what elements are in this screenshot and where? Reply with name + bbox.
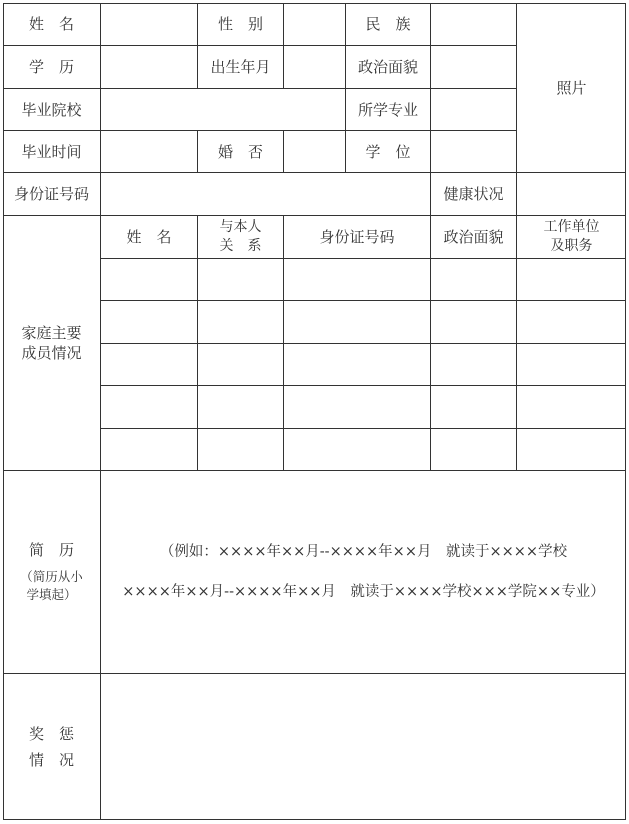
school-label: 毕业院校 [21, 100, 82, 119]
resume-example-line2: ××××年××月--××××年××月 就读于××××学校×××学院××专业） [122, 584, 605, 600]
political-label: 政治面貌 [357, 58, 418, 76]
relation-line1: 与本人 [219, 219, 262, 235]
marital-field[interactable] [284, 131, 345, 172]
work-line2: 及职务 [550, 238, 593, 254]
awards-label-line1: 奖 惩 [28, 725, 74, 743]
degree-field[interactable] [431, 131, 516, 172]
resume-field[interactable] [101, 471, 626, 673]
photo-label: 照片 [556, 78, 587, 97]
family-section-label [3, 216, 100, 470]
awards-section-label [3, 674, 100, 820]
resume-note-line2: 学填起） [26, 587, 77, 602]
education-label: 学 历 [28, 58, 74, 76]
major-label: 所学专业 [357, 100, 418, 119]
marital-label: 婚 否 [217, 142, 263, 161]
id-label: 身份证号码 [13, 185, 89, 203]
family-col-id: 身份证号码 [319, 228, 395, 246]
family-row-4[interactable] [101, 386, 626, 428]
gender-label: 性 别 [217, 15, 263, 33]
family-row-2[interactable] [101, 301, 626, 343]
resume-section-label [3, 471, 100, 673]
family-row-5[interactable] [101, 429, 626, 470]
family-label-line2: 成员情况 [21, 344, 82, 362]
family-col-name: 姓 名 [126, 228, 172, 246]
grad-time-field[interactable] [101, 131, 197, 172]
family-row-3[interactable] [101, 344, 626, 385]
major-field[interactable] [431, 89, 516, 130]
photo-box[interactable] [517, 3, 626, 172]
ethnicity-label: 民 族 [365, 15, 411, 33]
name-field[interactable] [101, 3, 197, 45]
name-label: 姓 名 [28, 15, 74, 33]
family-col-political: 政治面貌 [443, 228, 504, 246]
health-label: 健康状况 [443, 185, 504, 203]
awards-field[interactable] [101, 674, 626, 820]
awards-label-line2: 情 况 [28, 751, 74, 769]
grad-time-label: 毕业时间 [21, 142, 82, 161]
school-field[interactable] [101, 89, 345, 130]
id-field[interactable] [101, 173, 430, 215]
gender-field[interactable] [284, 3, 345, 45]
family-col-relation [198, 216, 283, 258]
birth-field[interactable] [284, 46, 345, 88]
ethnicity-field[interactable] [431, 3, 516, 45]
resume-label: 简 历 [28, 541, 74, 559]
education-field[interactable] [101, 46, 197, 88]
political-field[interactable] [431, 46, 516, 88]
family-label-line1: 家庭主要 [21, 324, 82, 342]
birth-label: 出生年月 [210, 58, 271, 76]
relation-line2: 关 系 [219, 238, 262, 254]
work-line1: 工作单位 [543, 219, 600, 235]
resume-note-line1: （简历从小 [20, 569, 83, 584]
degree-label: 学 位 [365, 142, 411, 161]
health-field[interactable] [517, 173, 626, 215]
family-row-1[interactable] [101, 259, 626, 300]
family-col-work [517, 216, 626, 258]
resume-example-line1: （例如：××××年××月--××××年××月 就读于××××学校 [159, 544, 568, 560]
